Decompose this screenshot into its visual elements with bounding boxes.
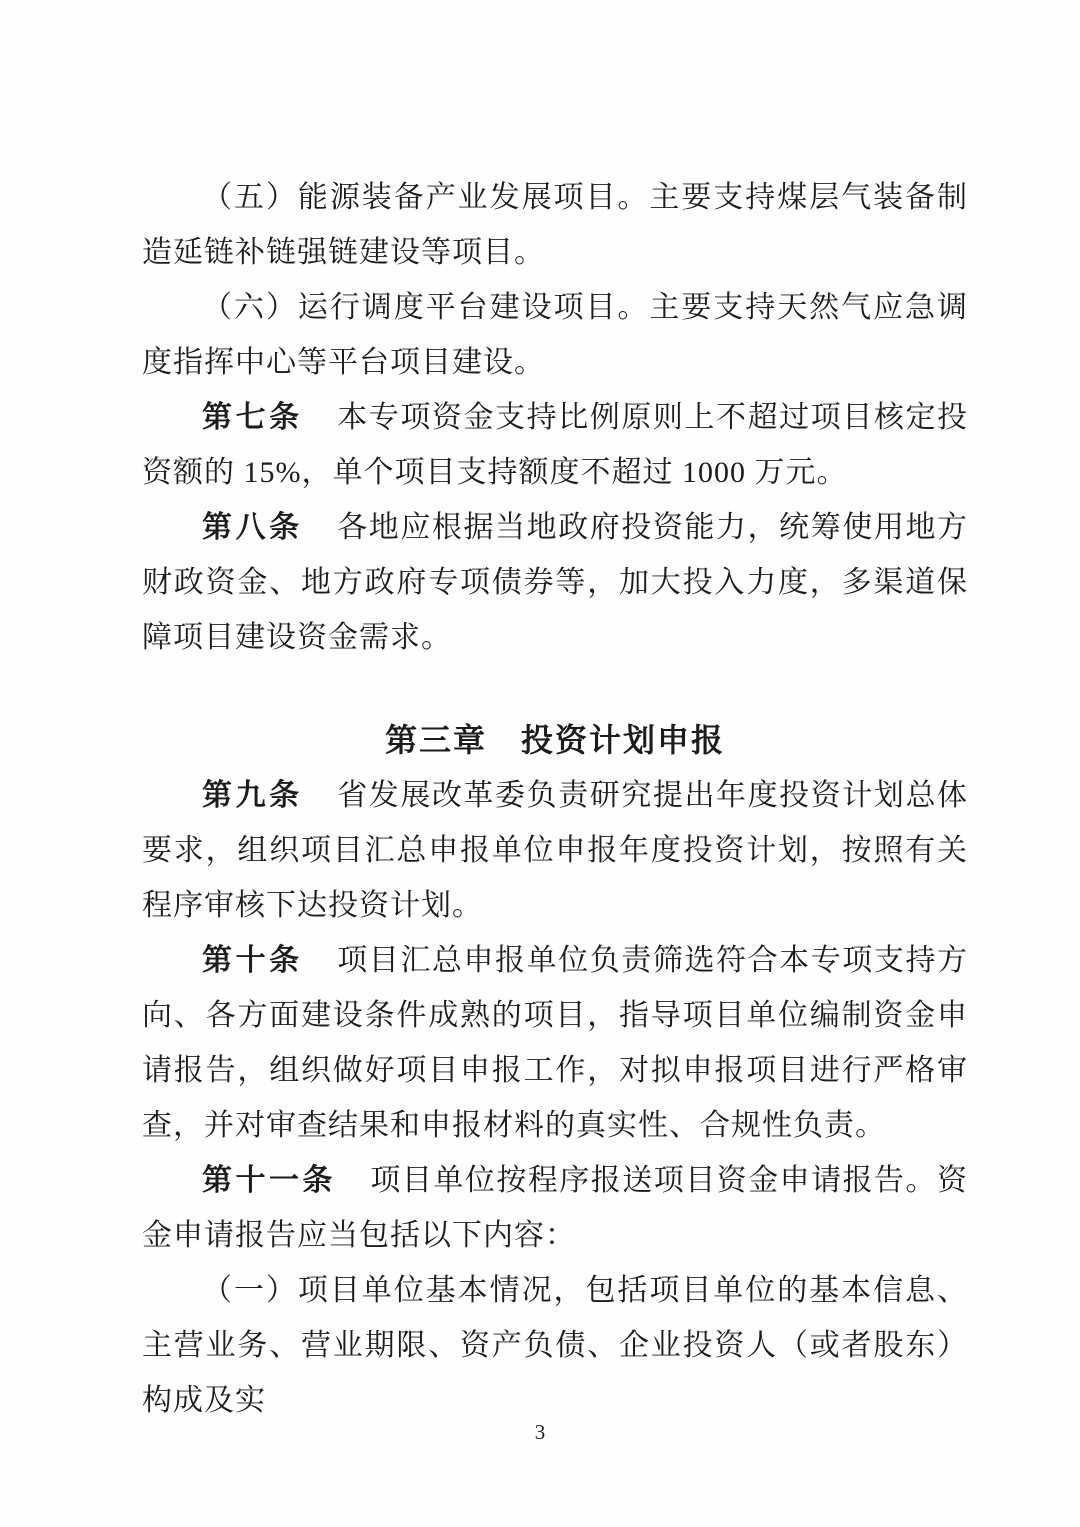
article-10-text: 项目汇总申报单位负责筛选符合本专项支持方向、各方面建设条件成熟的项目，指导项目单位编制资金申请报告，组织做好项目申报工作，对拟申报项目进行严格审查，并对审查结果和申报材料的真实性、合规性负责。 <box>142 944 969 1142</box>
article-11 <box>142 1153 968 1263</box>
article-8 <box>142 500 968 665</box>
article-11-label: 第十一条 <box>202 1164 336 1197</box>
paragraph-item-5 <box>142 170 968 280</box>
article-7-label: 第七条 <box>202 401 303 434</box>
paragraph-text: （六）运行调度平台建设项目。主要支持天然气应急调度指挥中心等平台项目建设。 <box>142 291 968 379</box>
article-9-label: 第九条 <box>202 779 303 812</box>
document-body <box>142 170 968 1428</box>
paragraph-item-6 <box>142 280 968 390</box>
article-10-label: 第十条 <box>202 944 303 977</box>
paragraph-text: （一）项目单位基本情况，包括项目单位的基本信息、主营业务、营业期限、资产负债、企业投资人（或者股东）构成及实 <box>142 1274 968 1417</box>
article-9 <box>142 768 968 933</box>
article-10 <box>142 933 968 1153</box>
article-8-label: 第八条 <box>202 511 303 544</box>
article-7 <box>142 390 968 500</box>
article-8-text: 各地应根据当地政府投资能力，统筹使用地方财政资金、地方政府专项债券等，加大投入力度，多渠道保障项目建设资金需求。 <box>142 511 969 654</box>
chapter-heading: 第三章 投资计划申报 <box>384 722 725 758</box>
paragraph-text: （五）能源装备产业发展项目。主要支持煤层气装备制造延链补链强链建设等项目。 <box>142 181 968 269</box>
article-7-text: 本专项资金支持比例原则上不超过项目核定投资额的 15%，单个项目支持额度不超过 1000 万元。 <box>142 401 969 489</box>
article-9-text: 省发展改革委负责研究提出年度投资计划总体要求，组织项目汇总申报单位申报年度投资计划，按照有关程序审核下达投资计划。 <box>142 779 969 922</box>
page-number: 3 <box>534 1420 546 1444</box>
paragraph-item-sub-1 <box>142 1263 968 1428</box>
article-11-text: 项目单位按程序报送项目资金申请报告。资金申请报告应当包括以下内容： <box>142 1164 969 1252</box>
